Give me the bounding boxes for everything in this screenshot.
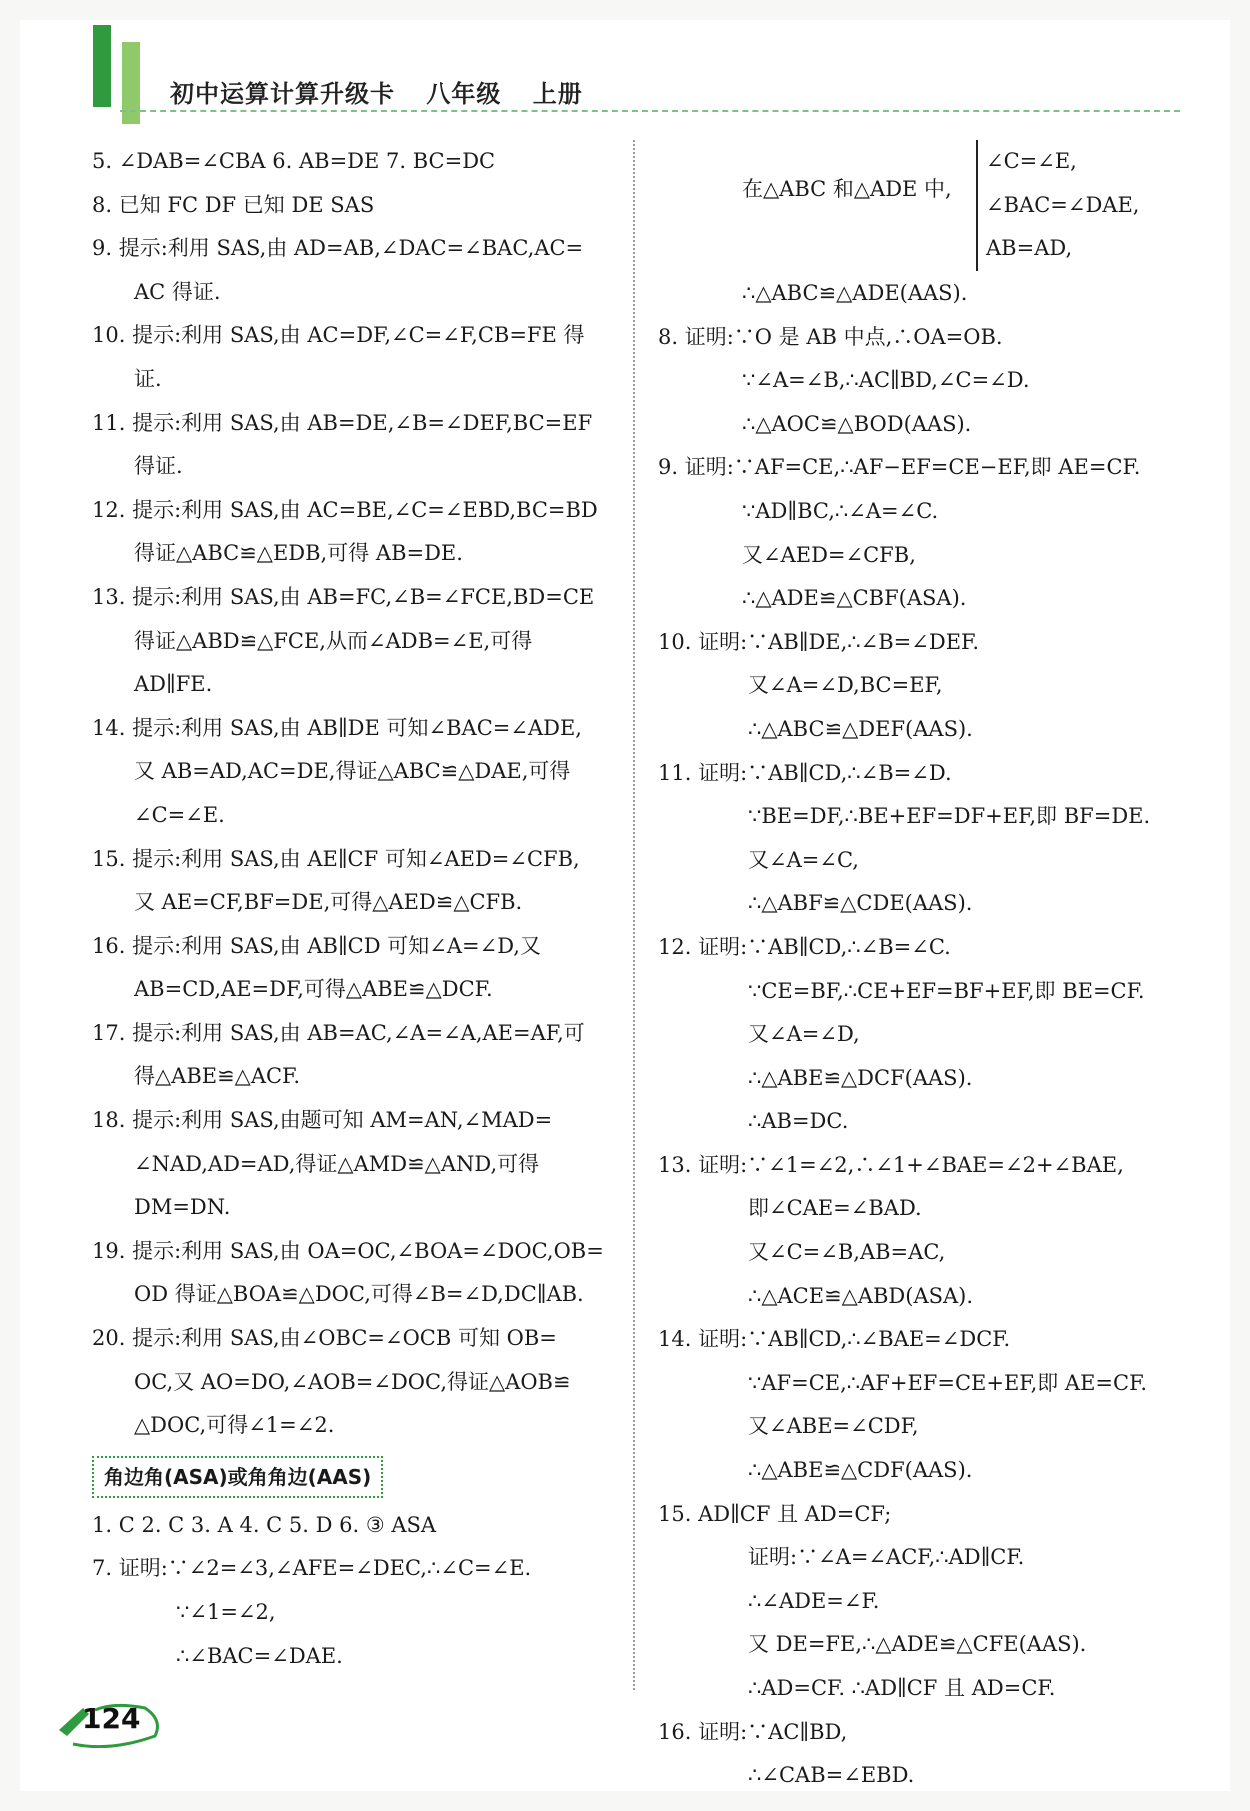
answer-line: 14. 提示:利用 SAS,由 AB∥DE 可知∠BAC=∠ADE, <box>92 715 582 740</box>
answer-line: △DOC,可得∠1=∠2. <box>134 1413 335 1438</box>
given-item: AB=AD, <box>986 236 1073 261</box>
answer-line: 16. 提示:利用 SAS,由 AB∥CD 可知∠A=∠D,又 <box>92 933 541 958</box>
given-brace <box>976 140 1139 271</box>
given-item: ∠BAC=∠DAE, <box>986 192 1140 217</box>
answer-line: 得证. <box>134 454 183 479</box>
proof-line: 15. AD∥CF 且 AD=CF; <box>658 1501 892 1526</box>
proof-line: 又∠A=∠D, <box>748 1022 860 1047</box>
answer-line: 得证△ABC≌△EDB,可得 AB=DE. <box>134 541 463 566</box>
answer-line: 18. 提示:利用 SAS,由题可知 AM=AN,∠MAD= <box>92 1108 553 1133</box>
answer-line: 又 AE=CF,BF=DE,可得△AED≌△CFB. <box>134 890 523 915</box>
proof-line: ∴∠CAB=∠EBD. <box>748 1763 915 1788</box>
answer-line: OD 得证△BOA≌△DOC,可得∠B=∠D,DC∥AB. <box>134 1282 584 1307</box>
proof-line: ∴△ACE≌△ABD(ASA). <box>748 1283 974 1308</box>
proof-line: ∵CE=BF,∴CE+EF=BF+EF,即 BE=CF. <box>748 978 1145 1003</box>
section-heading: 角边角(ASA)或角角边(AAS) <box>92 1456 383 1498</box>
answer-line: AC 得证. <box>134 279 221 304</box>
answer-line: 证. <box>134 366 162 391</box>
answer-line: DM=DN. <box>134 1195 231 1220</box>
header-title <box>170 74 605 109</box>
proof-line: ∴△ABF≌△CDE(AAS). <box>748 891 973 916</box>
volume-label: 上册 <box>532 80 583 108</box>
proof-line: 16. 证明:∵AC∥BD, <box>658 1719 848 1744</box>
proof-line: 又∠ABE=∠CDF, <box>748 1414 919 1439</box>
answer-line: 13. 提示:利用 SAS,由 AB=FC,∠B=∠FCE,BD=CE <box>92 584 595 609</box>
right-column <box>658 140 1178 1798</box>
answer-line: AB=CD,AE=DF,可得△ABE≌△DCF. <box>134 977 493 1002</box>
left-column <box>92 140 622 1678</box>
proof-line: ∵AF=CE,∴AF+EF=CE+EF,即 AE=CF. <box>748 1370 1148 1395</box>
proof-line: ∴△AOC≌△BOD(AAS). <box>742 411 972 436</box>
proof-line: 即∠CAE=∠BAD. <box>748 1196 922 1221</box>
proof-line: ∴△ABC≌△ADE(AAS). <box>742 281 968 305</box>
proof-line: ∵BE=DF,∴BE+EF=DF+EF,即 BF=DE. <box>748 804 1151 829</box>
answer-line: ∴∠BAC=∠DAE. <box>176 1643 343 1668</box>
answer-line: 9. 提示:利用 SAS,由 AD=AB,∠DAC=∠BAC,AC= <box>92 236 584 261</box>
proof-line: 13. 证明:∵∠1=∠2,∴∠1+∠BAE=∠2+∠BAE, <box>658 1152 1124 1177</box>
answer-line: 8. 已知 FC DF 已知 DE SAS <box>92 192 375 217</box>
proof-line: ∴△ABE≌△DCF(AAS). <box>748 1065 973 1090</box>
answer-line: 1. C 2. C 3. A 4. C 5. D 6. ③ ASA <box>92 1512 437 1537</box>
book-title: 初中运算计算升级卡 <box>170 80 395 108</box>
proof-line: ∴△ADE≌△CBF(ASA). <box>742 586 967 611</box>
proof-line: ∵AD∥BC,∴∠A=∠C. <box>742 498 939 523</box>
proof-line: ∴△ABC≌△DEF(AAS). <box>748 716 973 741</box>
answer-line: 15. 提示:利用 SAS,由 AE∥CF 可知∠AED=∠CFB, <box>92 846 580 871</box>
proof-line: 12. 证明:∵AB∥CD,∴∠B=∠C. <box>658 934 951 959</box>
proof-line: ∴△ABE≌△CDF(AAS). <box>748 1458 973 1483</box>
answer-line: 7. 证明:∵∠2=∠3,∠AFE=∠DEC,∴∠C=∠E. <box>92 1556 532 1581</box>
answer-line: 10. 提示:利用 SAS,由 AC=DF,∠C=∠F,CB=FE 得 <box>92 323 585 348</box>
given-conditions <box>658 140 1178 272</box>
proof-line: 证明:∵∠A=∠ACF,∴AD∥CF. <box>748 1545 1025 1570</box>
answer-line: 得△ABE≌△ACF. <box>134 1064 301 1089</box>
proof-line: ∴AB=DC. <box>748 1109 849 1134</box>
answer-line: 11. 提示:利用 SAS,由 AB=DE,∠B=∠DEF,BC=EF <box>92 410 593 435</box>
header-bar-dark <box>93 25 111 107</box>
answer-line: 20. 提示:利用 SAS,由∠OBC=∠OCB 可知 OB= <box>92 1326 557 1351</box>
proof-line: 又∠AED=∠CFB, <box>742 542 916 567</box>
proof-line: 9. 证明:∵AF=CE,∴AF−EF=CE−EF,即 AE=CF. <box>658 455 1141 480</box>
proof-line: 11. 证明:∵AB∥CD,∴∠B=∠D. <box>658 760 952 785</box>
answer-line: ∠NAD,AD=AD,得证△AMD≌△AND,可得 <box>134 1151 540 1176</box>
proof-line: 又∠A=∠C, <box>748 847 859 872</box>
proof-line: 10. 证明:∵AB∥DE,∴∠B=∠DEF. <box>658 629 980 654</box>
header-rule <box>120 110 1180 112</box>
column-divider <box>633 140 635 1690</box>
answer-line: 5. ∠DAB=∠CBA 6. AB=DE 7. BC=DC <box>92 149 496 173</box>
proof-line: ∵∠A=∠B,∴AC∥BD,∠C=∠D. <box>742 368 1030 393</box>
given-lead: 在△ABC 和△ADE 中, <box>742 177 952 201</box>
given-item: ∠C=∠E, <box>986 149 1077 173</box>
proof-line: ∴∠ADE=∠F. <box>748 1588 880 1613</box>
proof-line: 又 DE=FE,∴△ADE≌△CFE(AAS). <box>748 1632 1087 1657</box>
answer-line: 12. 提示:利用 SAS,由 AC=BE,∠C=∠EBD,BC=BD <box>92 497 598 522</box>
answer-line: 又 AB=AD,AC=DE,得证△ABC≌△DAE,可得 <box>134 759 571 784</box>
answer-line: OC,又 AO=DO,∠AOB=∠DOC,得证△AOB≌ <box>134 1369 571 1394</box>
answer-line: 17. 提示:利用 SAS,由 AB=AC,∠A=∠A,AE=AF,可 <box>92 1020 585 1045</box>
proof-line: 8. 证明:∵O 是 AB 中点,∴OA=OB. <box>658 324 1003 349</box>
grade-label: 八年级 <box>426 80 502 108</box>
answer-line: 19. 提示:利用 SAS,由 OA=OC,∠BOA=∠DOC,OB= <box>92 1238 604 1263</box>
answer-line: ∵∠1=∠2, <box>176 1600 276 1624</box>
proof-line: 又∠C=∠B,AB=AC, <box>748 1240 946 1265</box>
proof-line: ∴AD=CF. ∴AD∥CF 且 AD=CF. <box>748 1676 1056 1700</box>
proof-line: 又∠A=∠D,BC=EF, <box>748 673 943 698</box>
answer-line: 得证△ABD≌△FCE,从而∠ADB=∠E,可得 <box>134 628 533 653</box>
answer-line: ∠C=∠E. <box>134 802 225 827</box>
page-number: 124 <box>82 1702 141 1735</box>
proof-line: 14. 证明:∵AB∥CD,∴∠BAE=∠DCF. <box>658 1327 1011 1352</box>
answer-line: AD∥FE. <box>134 672 213 697</box>
